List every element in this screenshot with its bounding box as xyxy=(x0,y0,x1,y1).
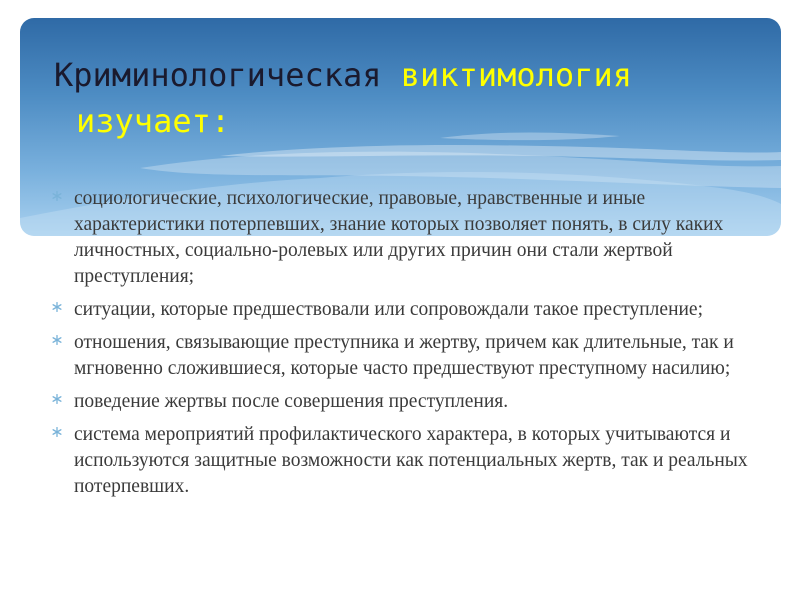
list-item-text: отношения, связывающие преступника и жертву, причем как длительные, так и мгновенно сложившиеся, которые часто предшествуют преступному насилию; xyxy=(74,332,734,379)
asterisk-icon xyxy=(52,191,62,201)
title-part1: Криминологическая xyxy=(54,56,401,94)
list-item xyxy=(52,422,752,500)
title-highlight-2: изучает: xyxy=(76,102,231,140)
list-item-text: социологические, психологические, правовые, нравственные и иные характеристики потерпевших, знание которых позволяет понять, в силу каких личностных, социально-ролевых или других причин они стали жертвой преступления; xyxy=(74,188,724,287)
asterisk-icon xyxy=(52,427,62,437)
list-item-text: поведение жертвы после совершения преступления. xyxy=(74,391,509,412)
slide-title xyxy=(54,52,774,144)
list-item-text: система мероприятий профилактического характера, в которых учитываются и используются защитные возможности как потенциальных жертв, так и реальных потерпевших. xyxy=(74,424,748,497)
list-item xyxy=(52,389,752,415)
list-item xyxy=(52,330,752,382)
list-item-text: ситуации, которые предшествовали или сопровождали такое преступление; xyxy=(74,299,704,320)
asterisk-icon xyxy=(52,394,62,404)
title-highlight-1: виктимология xyxy=(400,56,632,94)
list-item xyxy=(52,297,752,323)
asterisk-icon xyxy=(52,302,62,312)
asterisk-icon xyxy=(52,335,62,345)
list-item xyxy=(52,186,752,290)
bullet-list xyxy=(52,186,752,507)
